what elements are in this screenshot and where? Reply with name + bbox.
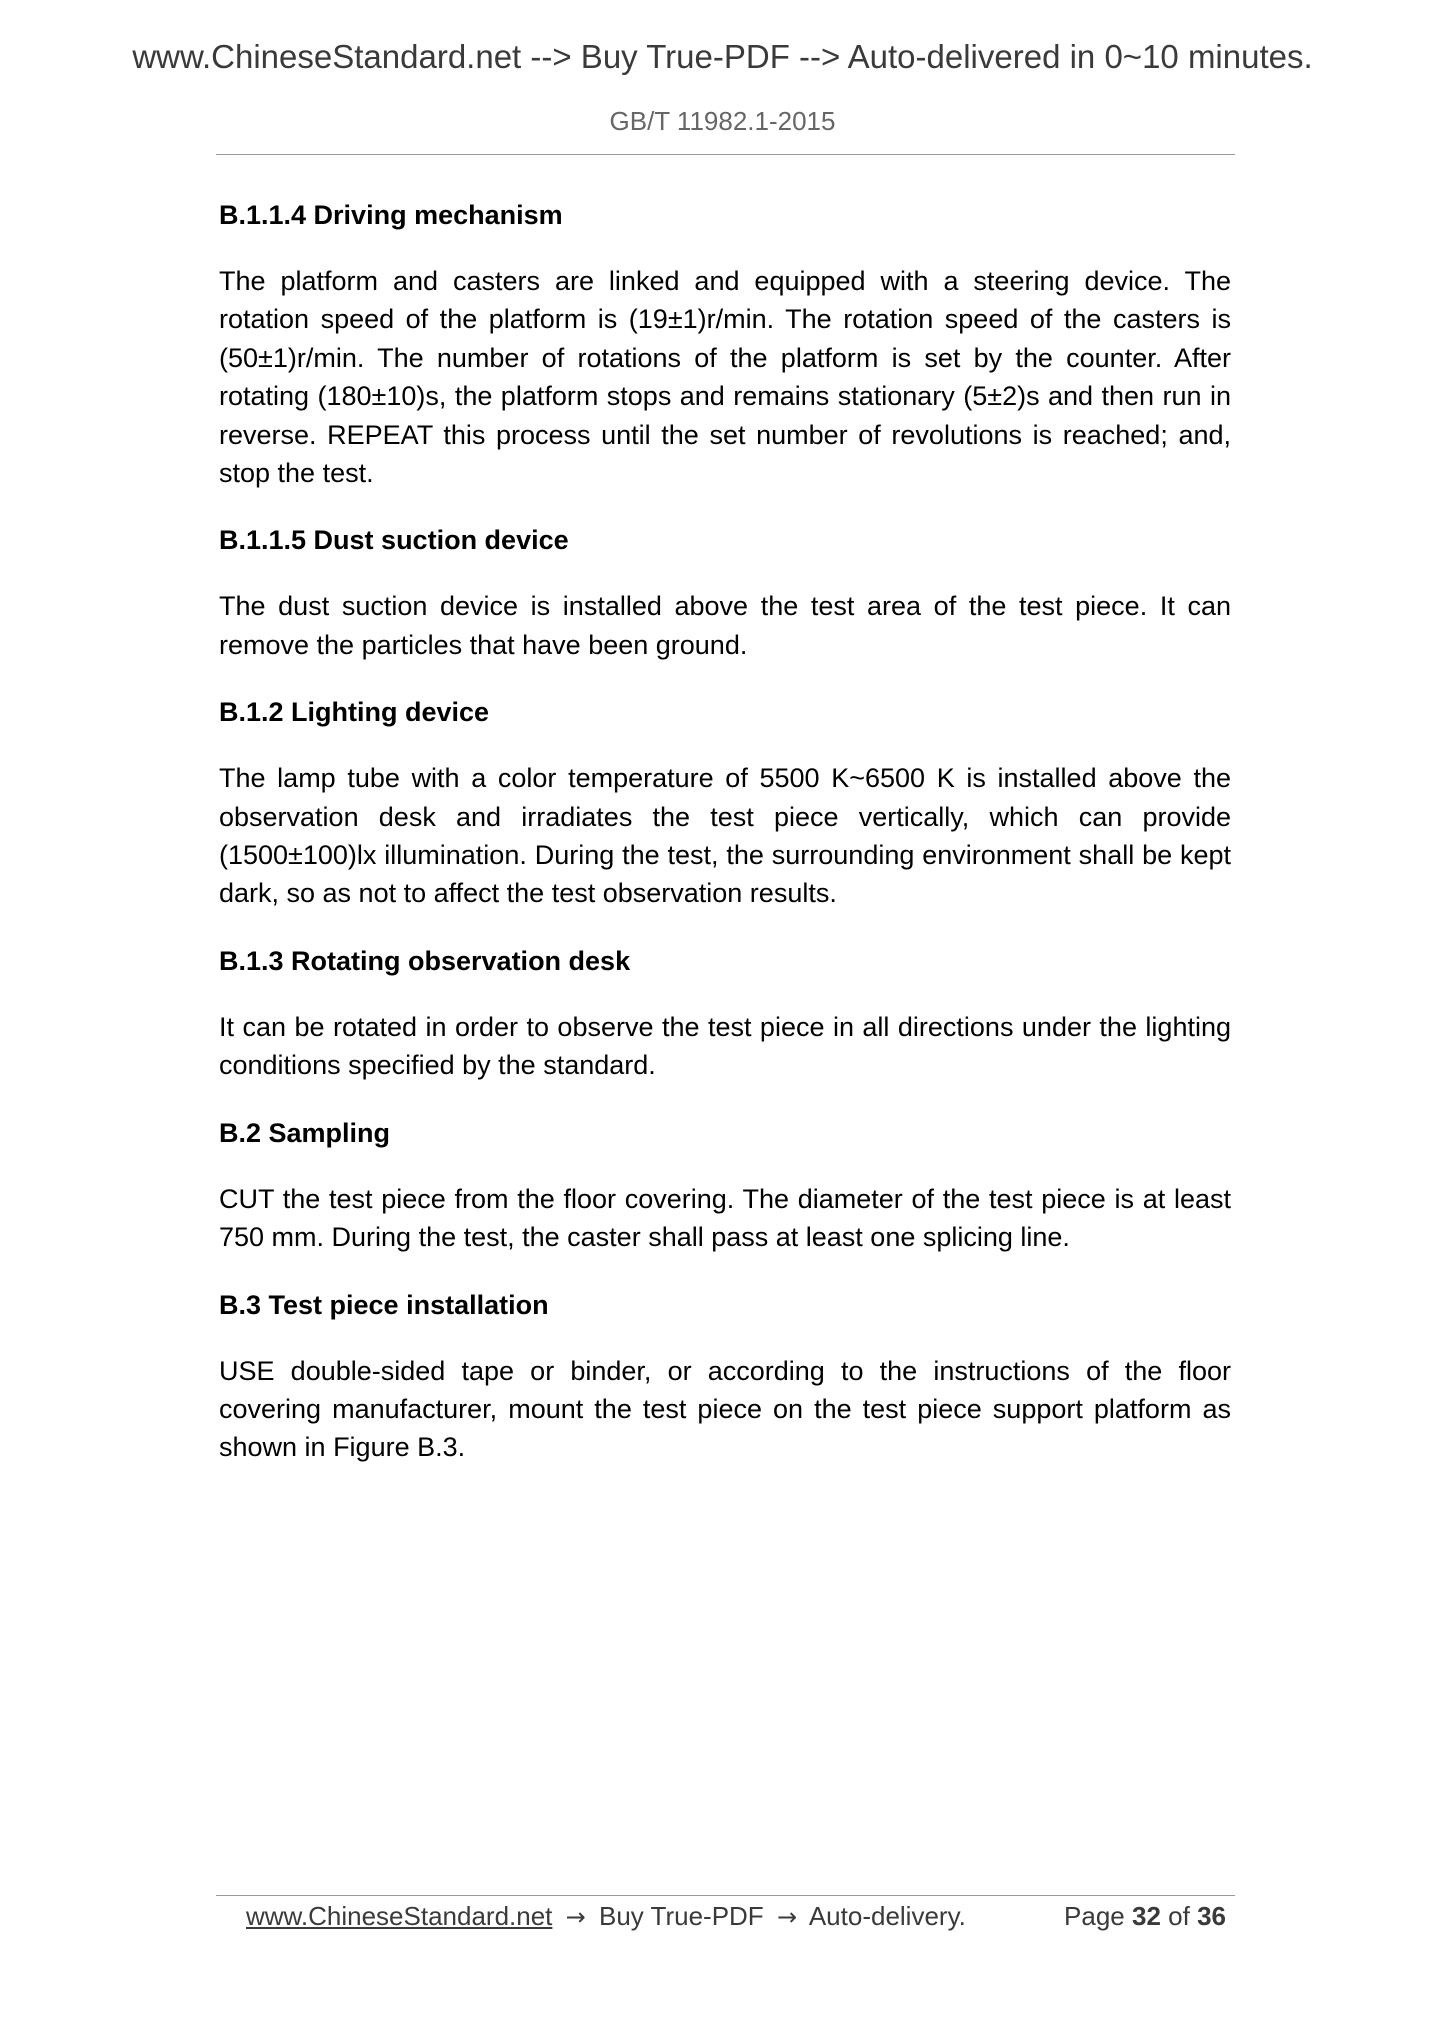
page-indicator xyxy=(1064,1896,1226,1936)
section-heading: B.1.3 Rotating observation desk xyxy=(219,945,631,976)
right-arrow-icon: → xyxy=(565,1903,586,1931)
section-body: It can be rotated in order to observe the test piece in all directions under the lighting conditions specified by the standard. xyxy=(219,1011,1231,1081)
page-number: 32 xyxy=(1132,1901,1161,1931)
header-divider xyxy=(216,154,1235,155)
section-body: The dust suction device is installed above the test area of the test piece. It can remove the particles that have been ground. xyxy=(219,591,1231,660)
section-heading: B.1.1.5 Dust suction device xyxy=(219,525,569,556)
section-dust-suction-device xyxy=(219,521,1231,664)
of-label: of xyxy=(1168,1901,1190,1931)
section-heading: B.1.1.4 Driving mechanism xyxy=(219,200,563,230)
section-lighting-device xyxy=(219,693,1231,913)
page-label: Page xyxy=(1064,1901,1125,1931)
footer-site-link[interactable]: www.ChineseStandard.net xyxy=(246,1901,553,1931)
footer-buy-text: Buy True-PDF xyxy=(598,1901,764,1931)
section-body: The lamp tube with a color temperature of 5500 K~6500 K is installed above the observation desk and irradiates the test piece vertically, which can provide (1500±100)lx illumination. During the test, the surrounding environment shall be kept dark, so as not to affect the test observation results. xyxy=(219,763,1231,909)
document-id: GB/T 11982.1-2015 xyxy=(609,106,836,136)
section-body: USE double-sided tape or binder, or according to the instructions of the floor covering manufacturer, mount the test piece on the test piece support platform as shown in Figure B.3. xyxy=(219,1355,1231,1463)
header-banner: www.ChineseStandard.net --> Buy True-PDF --> Auto-delivered in 0~10 minutes. xyxy=(132,38,1313,75)
page-footer xyxy=(246,1896,1230,1936)
section-driving-mechanism xyxy=(219,196,1231,492)
section-test-piece-installation xyxy=(219,1286,1231,1467)
page-content xyxy=(219,196,1231,1496)
section-body: The platform and casters are linked and equipped with a steering device. The rotation speed of the platform is (19±1)r/min. The rotation speed of the casters is (50±1)r/min. The number of rotations of the platform is set by the counter. After rotating (180±10)s, the platform stops and remains stationary (5±2)s and then run in reverse. REPEAT this process until the set number of revolutions is reached; and, stop the test. xyxy=(219,266,1231,489)
total-pages: 36 xyxy=(1197,1901,1226,1931)
section-heading: B.1.2 Lighting device xyxy=(219,697,490,728)
section-heading: B.2 Sampling xyxy=(219,1117,391,1148)
section-sampling xyxy=(219,1114,1231,1257)
section-body: CUT the test piece from the floor covering. The diameter of the test piece is at least 750 mm. During the test, the caster shall pass at least one splicing line. xyxy=(219,1183,1231,1253)
footer-delivery-text: Auto-delivery. xyxy=(808,1901,966,1931)
section-heading: B.3 Test piece installation xyxy=(219,1289,549,1320)
section-rotating-observation-desk xyxy=(219,942,1231,1085)
right-arrow-icon: → xyxy=(776,1903,798,1931)
